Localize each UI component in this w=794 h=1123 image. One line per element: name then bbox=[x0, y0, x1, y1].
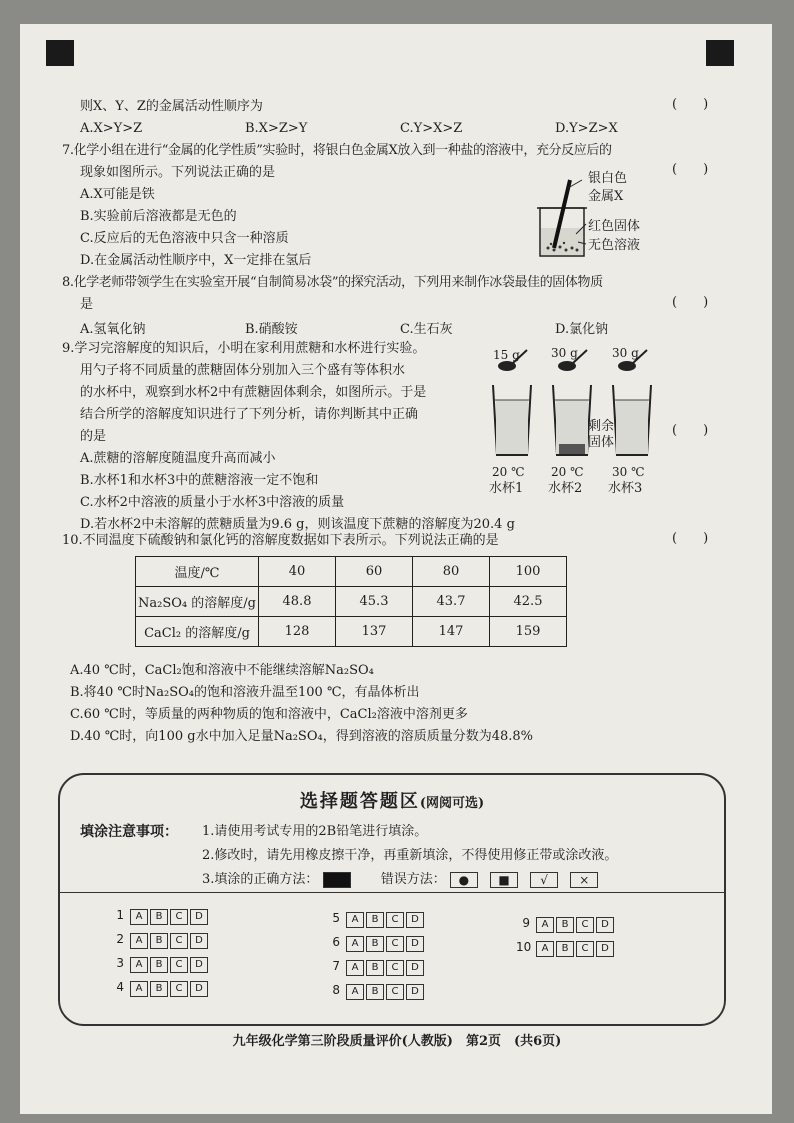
q10-option-c: C.60 ℃时，等质量的两种物质的饱和溶液中，CaCl₂溶液中溶剂更多 bbox=[70, 707, 468, 722]
wrong-fill-check: √ bbox=[530, 872, 558, 888]
fig-label-metal-line1: 银白色 bbox=[588, 171, 628, 186]
q8-option-b: B.硝酸铵 bbox=[245, 322, 298, 337]
cup3-label: 水杯3 bbox=[608, 481, 643, 496]
answer-question-number: 7 bbox=[332, 959, 340, 973]
solubility-table bbox=[135, 556, 567, 647]
table-cell: 128 bbox=[259, 617, 336, 647]
table-cell: 137 bbox=[336, 617, 413, 647]
formula-na2so4: Na₂SO₄ bbox=[138, 596, 188, 611]
cup-1 bbox=[493, 385, 531, 455]
registration-mark-right bbox=[706, 40, 734, 66]
answer-area-divider bbox=[60, 892, 724, 893]
registration-mark-left bbox=[46, 40, 74, 66]
correct-fill-sample bbox=[323, 872, 351, 888]
answer-question-number: 5 bbox=[332, 911, 340, 925]
answer-row bbox=[516, 916, 616, 933]
table-cell: 42.5 bbox=[490, 587, 567, 617]
q10-answer-paren: ( ) bbox=[672, 531, 709, 546]
q7-option-a: A.X可能是铁 bbox=[80, 187, 155, 202]
cup1-sugar-mass: 15 g bbox=[493, 348, 520, 362]
table-row bbox=[136, 557, 567, 587]
q6-option-b: B.X>Z>Y bbox=[245, 121, 308, 136]
answer-bubble-a[interactable]: A bbox=[346, 912, 364, 928]
answer-question-number: 4 bbox=[116, 980, 124, 994]
answer-bubble-b[interactable]: B bbox=[366, 912, 384, 928]
q8-answer-paren: ( ) bbox=[672, 295, 709, 310]
answer-row bbox=[110, 932, 210, 949]
answer-question-number: 10 bbox=[516, 940, 532, 954]
answer-bubble-c[interactable]: C bbox=[170, 909, 188, 925]
answer-bubble-d[interactable]: D bbox=[596, 941, 614, 957]
answer-bubble-d[interactable]: D bbox=[596, 917, 614, 933]
table-row bbox=[136, 587, 567, 617]
table-cell: 100 bbox=[490, 557, 567, 587]
residue-solid bbox=[559, 444, 585, 454]
wrong-fill-partial: ■ bbox=[490, 872, 518, 888]
q8-option-d: D.氯化钠 bbox=[555, 322, 609, 337]
answer-bubble-b[interactable]: B bbox=[150, 909, 168, 925]
answer-bubble-c[interactable]: C bbox=[386, 984, 404, 1000]
answer-bubble-a[interactable]: A bbox=[130, 981, 148, 997]
q9-stem-line4: 结合所学的溶解度知识进行了下列分析，请你判断其中正确 bbox=[80, 407, 419, 422]
fig-label-colorless-solution: 无色溶液 bbox=[588, 238, 641, 253]
answer-bubble-a[interactable]: A bbox=[536, 941, 554, 957]
answer-bubble-d[interactable]: D bbox=[406, 936, 424, 952]
correct-method-label: 3.填涂的正确方法： bbox=[202, 872, 319, 887]
q9-stem-line3: 的水杯中，观察到水杯2中有蔗糖固体剩余，如图所示。于是 bbox=[80, 385, 427, 400]
cup2-label: 水杯2 bbox=[548, 481, 583, 496]
answer-bubble-d[interactable]: D bbox=[190, 957, 208, 973]
fig-label-metal-line2: 金属X bbox=[588, 189, 624, 204]
q9-answer-paren: ( ) bbox=[672, 423, 709, 438]
q8-option-a: A.氢氧化钠 bbox=[80, 322, 146, 337]
answer-bubble-a[interactable]: A bbox=[536, 917, 554, 933]
table-cell: 40 bbox=[259, 557, 336, 587]
answer-row bbox=[326, 959, 426, 976]
fig-label-red-solid: 红色固体 bbox=[588, 219, 641, 234]
answer-bubble-b[interactable]: B bbox=[556, 917, 574, 933]
q10-stem: 10.不同温度下硫酸钠和氯化钙的溶解度数据如下表所示。下列说法正确的是 bbox=[62, 533, 499, 548]
answer-bubble-d[interactable]: D bbox=[406, 984, 424, 1000]
cup3-temp: 30 ℃ bbox=[612, 465, 645, 479]
q7-option-b: B.实验前后溶液都是无色的 bbox=[80, 209, 237, 224]
wrong-fill-circle: ● bbox=[450, 872, 478, 888]
q7-stem-line2: 现象如图所示。下列说法正确的是 bbox=[80, 165, 276, 180]
answer-question-number: 2 bbox=[116, 932, 124, 946]
answer-area bbox=[58, 773, 726, 1026]
answer-bubble-c[interactable]: C bbox=[170, 957, 188, 973]
answer-row bbox=[326, 911, 426, 928]
answer-bubble-d[interactable]: D bbox=[190, 981, 208, 997]
answer-bubble-b[interactable]: B bbox=[366, 984, 384, 1000]
table-cell: 45.3 bbox=[336, 587, 413, 617]
q9-option-a: A.蔗糖的溶解度随温度升高而减小 bbox=[80, 451, 276, 466]
page-footer: 九年级化学第三阶段质量评价(人教版) 第2页 (共6页) bbox=[232, 1034, 562, 1049]
q6-option-a: A.X>Y>Z bbox=[80, 121, 143, 136]
q10-option-b: B.将40 ℃时Na₂SO₄的饱和溶液升温至100 ℃，有晶体析出 bbox=[70, 685, 420, 700]
q10-option-a: A.40 ℃时，CaCl₂饱和溶液中不能继续溶解Na₂SO₄ bbox=[70, 663, 374, 678]
table-cell: 48.8 bbox=[259, 587, 336, 617]
table-row-label-na2so4 bbox=[136, 587, 259, 617]
cup-2 bbox=[553, 385, 591, 455]
q7-option-d: D.在金属活动性顺序中，X一定排在氢后 bbox=[80, 253, 312, 268]
q9-option-c: C.水杯2中溶液的质量小于水杯3中溶液的质量 bbox=[80, 495, 345, 510]
q8-option-c: C.生石灰 bbox=[400, 322, 453, 337]
q6-stem-tail: 则X、Y、Z的金属活动性顺序为 bbox=[80, 99, 263, 114]
table-header-label: 温度/℃ bbox=[136, 557, 259, 587]
answer-area-subtitle: (网阅可选) bbox=[419, 796, 485, 811]
fill-notes-label: 填涂注意事项： bbox=[80, 824, 178, 840]
answer-row bbox=[516, 940, 616, 957]
q6-option-d: D.Y>Z>X bbox=[555, 121, 618, 136]
q6-answer-paren: ( ) bbox=[672, 97, 709, 112]
answer-area-title-text: 选择题答题区 bbox=[299, 791, 420, 812]
residue-label-line1: 剩余 bbox=[588, 419, 615, 434]
answer-bubble-a[interactable]: A bbox=[130, 909, 148, 925]
solubility-unit-label: 的溶解度/g bbox=[185, 626, 250, 641]
cup2-temp: 20 ℃ bbox=[551, 465, 584, 479]
formula-cacl2: CaCl₂ bbox=[144, 626, 182, 641]
answer-question-number: 8 bbox=[332, 983, 340, 997]
answer-bubble-a[interactable]: A bbox=[346, 960, 364, 976]
q9-stem-line1: 9.学习完溶解度的知识后，小明在家利用蔗糖和水杯进行实验。 bbox=[62, 341, 426, 356]
cup1-temp: 20 ℃ bbox=[492, 465, 525, 479]
q6-option-c: C.Y>X>Z bbox=[400, 121, 463, 136]
solubility-unit-label: 的溶解度/g bbox=[191, 596, 256, 611]
answer-bubble-c[interactable]: C bbox=[170, 981, 188, 997]
answer-bubble-b[interactable]: B bbox=[150, 957, 168, 973]
cup3-sugar-mass: 30 g bbox=[612, 346, 639, 360]
answer-bubble-d[interactable]: D bbox=[406, 912, 424, 928]
answer-bubble-a[interactable]: A bbox=[130, 957, 148, 973]
cup1-label: 水杯1 bbox=[489, 481, 524, 496]
answer-bubble-b[interactable]: B bbox=[366, 936, 384, 952]
answer-bubble-c[interactable]: C bbox=[170, 933, 188, 949]
answer-row bbox=[326, 935, 426, 952]
q8-stem-line1: 8.化学老师带领学生在实验室开展“自制简易冰袋”的探究活动，下列用来制作冰袋最佳的固体物质 bbox=[62, 275, 603, 290]
answer-bubble-c[interactable]: C bbox=[386, 936, 404, 952]
table-row bbox=[136, 617, 567, 647]
answer-bubble-b[interactable]: B bbox=[150, 933, 168, 949]
answer-row bbox=[326, 983, 426, 1000]
answer-question-number: 6 bbox=[332, 935, 340, 949]
table-row-label-cacl2 bbox=[136, 617, 259, 647]
answer-row bbox=[110, 908, 210, 925]
cup-3 bbox=[613, 385, 651, 455]
answer-bubble-b[interactable]: B bbox=[150, 981, 168, 997]
residue-label-line2: 固体 bbox=[588, 435, 615, 450]
answer-row bbox=[110, 980, 210, 997]
answer-bubble-a[interactable]: A bbox=[346, 936, 364, 952]
q10-option-d: D.40 ℃时，向100 g水中加入足量Na₂SO₄，得到溶液的溶质质量分数为48.8% bbox=[70, 729, 533, 744]
answer-bubble-b[interactable]: B bbox=[366, 960, 384, 976]
answer-question-number: 1 bbox=[116, 908, 124, 922]
table-cell: 80 bbox=[413, 557, 490, 587]
answer-bubble-c[interactable]: C bbox=[576, 917, 594, 933]
q9-option-b: B.水杯1和水杯3中的蔗糖溶液一定不饱和 bbox=[80, 473, 319, 488]
table-cell: 60 bbox=[336, 557, 413, 587]
answer-area-title bbox=[60, 787, 724, 813]
answer-row bbox=[110, 956, 210, 973]
q9-stem-line5: 的是 bbox=[80, 429, 107, 444]
cup2-sugar-mass: 30 g bbox=[551, 346, 578, 360]
answer-bubble-c[interactable]: C bbox=[576, 941, 594, 957]
q8-stem-line2: 是 bbox=[80, 297, 94, 312]
answer-bubble-a[interactable]: A bbox=[130, 933, 148, 949]
wrong-fill-cross: × bbox=[570, 872, 598, 888]
answer-bubble-b[interactable]: B bbox=[556, 941, 574, 957]
q9-option-d: D.若水杯2中未溶解的蔗糖质量为9.6 g，则该温度下蔗糖的溶解度为20.4 g bbox=[80, 517, 515, 532]
table-cell: 147 bbox=[413, 617, 490, 647]
q7-answer-paren: ( ) bbox=[672, 162, 709, 177]
answer-bubble-d[interactable]: D bbox=[406, 960, 424, 976]
answer-question-number: 9 bbox=[522, 916, 530, 930]
answer-question-number: 3 bbox=[116, 956, 124, 970]
fill-note-1: 1.请使用考试专用的2B铅笔进行填涂。 bbox=[202, 824, 428, 839]
table-cell: 159 bbox=[490, 617, 567, 647]
table-cell: 43.7 bbox=[413, 587, 490, 617]
wrong-method-label: 错误方法： bbox=[380, 872, 446, 887]
fill-note-3 bbox=[202, 871, 606, 889]
q7-stem-line1: 7.化学小组在进行“金属的化学性质”实验时，将银白色金属X放入到一种盐的溶液中，充分反应后的 bbox=[62, 143, 612, 158]
q9-stem-line2: 用勺子将不同质量的蔗糖固体分别加入三个盛有等体积水 bbox=[80, 363, 406, 378]
answer-bubble-d[interactable]: D bbox=[190, 909, 208, 925]
answer-bubble-c[interactable]: C bbox=[386, 960, 404, 976]
answer-bubble-d[interactable]: D bbox=[190, 933, 208, 949]
answer-bubble-c[interactable]: C bbox=[386, 912, 404, 928]
fill-note-2: 2.修改时，请先用橡皮擦干净，再重新填涂，不得使用修正带或涂改液。 bbox=[202, 848, 618, 863]
q7-option-c: C.反应后的无色溶液中只含一种溶质 bbox=[80, 231, 289, 246]
answer-bubble-a[interactable]: A bbox=[346, 984, 364, 1000]
